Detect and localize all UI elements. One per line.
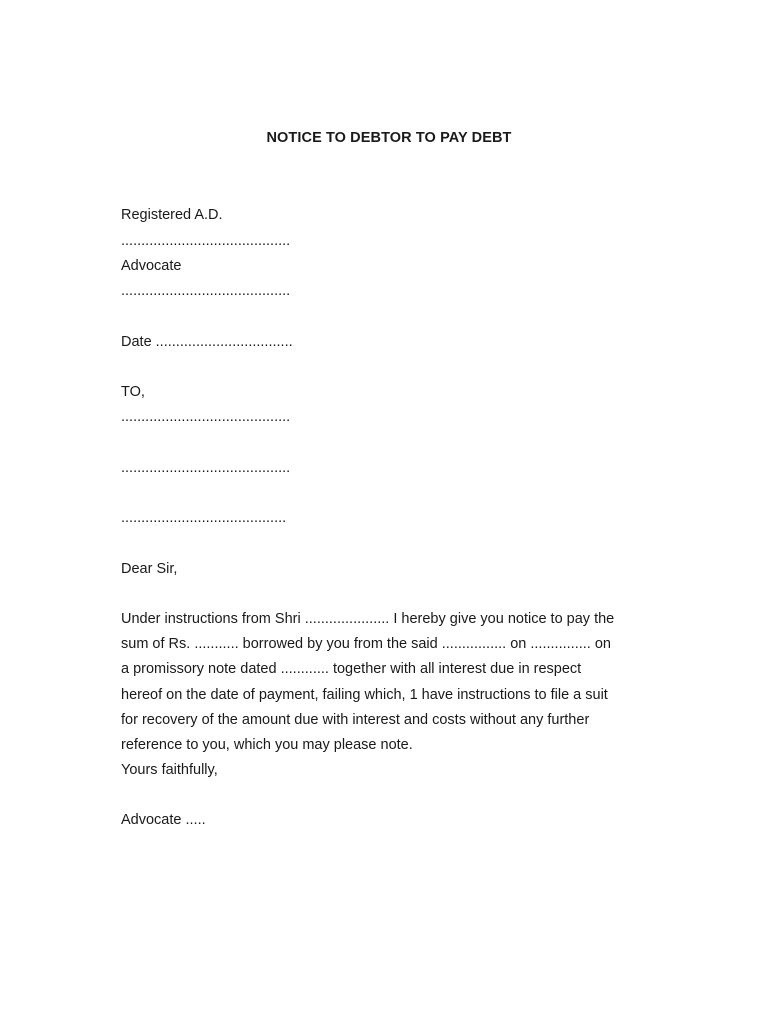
- body-line: reference to you, which you may please note.: [121, 737, 413, 754]
- advocate-blank-line: ..........................................: [121, 283, 291, 299]
- body-line: a promissory note dated ............ together with all interest due in respect: [121, 661, 582, 678]
- address-line-1: ..........................................: [121, 409, 291, 425]
- sender-blank-line: ..........................................: [121, 233, 291, 249]
- body-line: Under instructions from Shri ..................... I hereby give you notice to pay the: [121, 611, 615, 627]
- address-line-2: ..........................................: [121, 460, 291, 476]
- body-line: sum of Rs. ........... borrowed by you from the said ................ on ............... on: [121, 636, 611, 653]
- closing-line: Yours faithfully,: [121, 762, 218, 779]
- date-line: Date ..................................: [121, 334, 293, 350]
- address-line-3: .........................................: [121, 510, 287, 526]
- salutation: Dear Sir,: [121, 561, 178, 577]
- notice-body-paragraph: [121, 607, 661, 783]
- document-title: NOTICE TO DEBTOR TO PAY DEBT: [266, 130, 512, 146]
- body-line: hereof on the date of payment, failing which, 1 have instructions to file a suit: [121, 686, 608, 703]
- registered-ad-line: Registered A.D.: [121, 207, 223, 223]
- advocate-label: Advocate: [121, 258, 182, 274]
- body-line: for recovery of the amount due with interest and costs without any further: [121, 711, 590, 728]
- to-label: TO,: [121, 384, 145, 400]
- signature-line: Advocate .....: [121, 812, 206, 828]
